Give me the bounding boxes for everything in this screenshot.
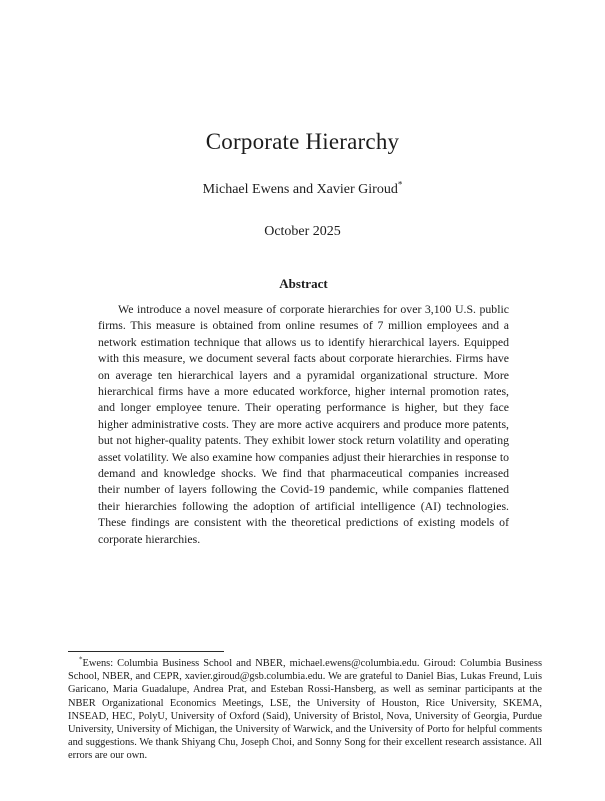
author-names: Michael Ewens and Xavier Giroud bbox=[202, 182, 398, 197]
footnote-section bbox=[68, 651, 542, 763]
paper-title: Corporate Hierarchy bbox=[205, 129, 400, 154]
footnote-text bbox=[68, 657, 542, 763]
date-line: October 2025 bbox=[264, 224, 341, 239]
footnote-rule bbox=[68, 651, 224, 652]
author-footnote-marker: * bbox=[397, 179, 403, 190]
abstract-section bbox=[98, 276, 509, 547]
authors-line bbox=[0, 179, 605, 198]
abstract-heading: Abstract bbox=[279, 276, 328, 291]
footnote-marker: * bbox=[79, 655, 83, 664]
abstract-text: We introduce a novel measure of corporate hierarchies for over 3,100 U.S. public firms. This measure is obtained from online resumes of 7 million employees and a network estimation technique that allows us to identify hierarchical layers. Equipped with this measure, we document several facts about corporate hierarchies. Firms have on average ten hierarchical layers and a pyramidal organizational structure. More hierarchical firms have a more educated workforce, higher internal promotion rates, and longer employee tenure. Their operating performance is higher, but they face higher administrative costs. They are more active acquirers and produce more patents, but not higher-quality patents. They exhibit lower stock return volatility and operating asset volatility. We also examine how companies adjust their hierarchies in response to demand and knowledge shocks. We find that pharmaceutical companies increased their number of layers following the Covid-19 pandemic, while companies flattened their hierarchies following the adoption of artificial intelligence (AI) technologies. These findings are consistent with the theoretical predictions of existing models of corporate hierarchies. bbox=[98, 302, 509, 546]
footnote-body: Ewens: Columbia Business School and NBER, michael.ewens@columbia.edu. Giroud: Columbia Business School, NBER, and CEPR, xavier.giroud@gsb.columbia.edu. We are grateful to Daniel Bias, Lukas Freund, Luis Garicano, Maria Guadalupe, Andrea Prat, and Esteban Rossi-Hansberg, as well as seminar participants at the NBER Organizational Economics Meetings, LSE, the University of Houston, Rice University, SKEMA, INSEAD, HEC, PolyU, University of Oxford (Said), University of Bristol, Nova, University of Georgia, Purdue University, University of Michigan, the University of Warwick, and the University of Porto for helpful comments and suggestions. We thank Shiyang Chu, Joseph Choi, and Sonny Song for their excellent research assistance. All errors are our own. bbox=[68, 658, 542, 762]
